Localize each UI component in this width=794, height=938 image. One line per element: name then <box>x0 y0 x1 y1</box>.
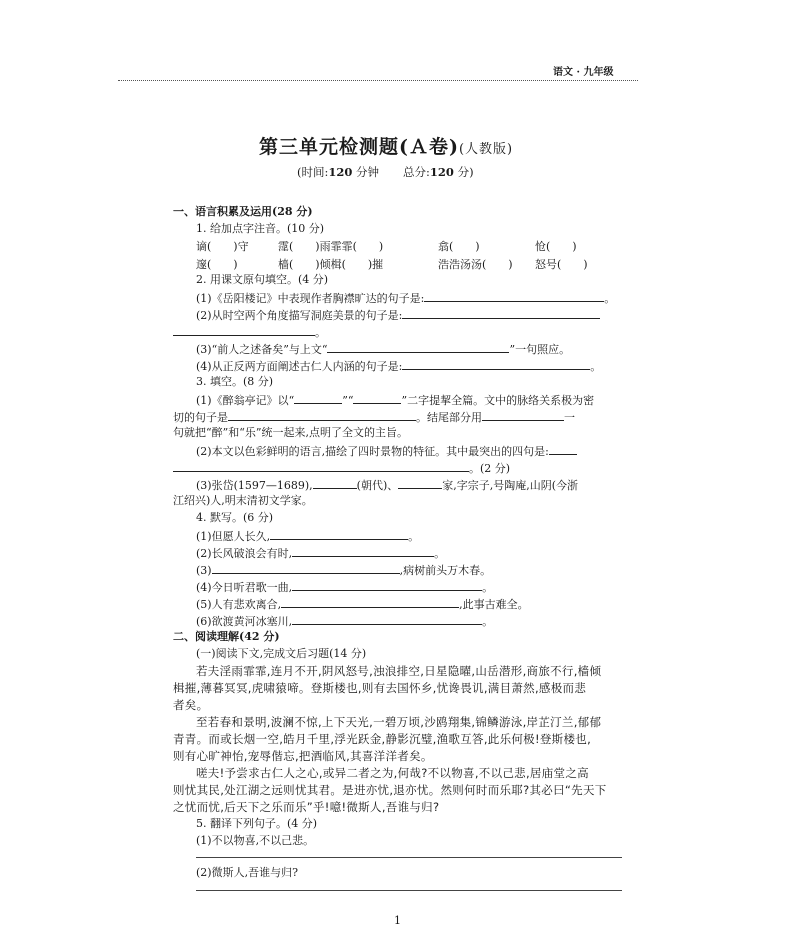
pinyin-item: 浩浩汤汤( ) <box>438 258 513 271</box>
question-5: 5. 翻译下列句子。(4 分) <box>196 817 318 830</box>
question-4-3: (3) ,病树前头万木春。 <box>196 564 492 577</box>
pinyin-item: 邃( ) <box>196 258 238 271</box>
header-divider <box>118 80 638 81</box>
answer-line: 。(2 分) <box>173 460 510 476</box>
question-2-2: (2)从时空两个角度描写洞庭美景的句子是: <box>196 307 600 323</box>
question-2: 2. 用课文原句填空。(4 分) <box>196 273 329 286</box>
section-heading: 二、阅读理解(42 分) <box>173 630 280 643</box>
answer-rule <box>196 857 622 858</box>
question-3: 3. 填空。(8 分) <box>196 375 274 388</box>
passage-line: 楫摧,薄暮冥冥,虎啸猿啼。登斯楼也,则有去国怀乡,忧谗畏讥,满目萧然,感极而悲 <box>173 681 587 695</box>
answer-line: 。 <box>173 324 326 340</box>
question-4-1: (1)但愿人长久, 。 <box>196 530 420 543</box>
question-3-1: (1)《醉翁亭记》以“ ”“ ”二字提挈全篇。文中的脉络关系极为密 <box>196 394 595 407</box>
question-3-2: (2)本文以色彩鲜明的语言,描绘了四时景物的特征。其中最突出的四句是: <box>196 443 577 459</box>
reading-intro: (一)阅读下文,完成文后习题(14 分) <box>196 647 367 660</box>
page-title: 第三单元检测题(Ａ卷)(人教版) <box>259 136 514 158</box>
passage-line: 嗟夫!予尝求古仁人之心,或异二者之为,何哉?不以物喜,不以己悲,居庙堂之高 <box>196 766 589 780</box>
page-number: 1 <box>394 914 401 927</box>
question-2-1: (1)《岳阳楼记》中表现作者胸襟旷达的句子是: 。 <box>196 292 616 305</box>
pinyin-item: 翕( ) <box>438 240 480 253</box>
question-2-4: (4)从正反两方面阐述古仁人内涵的句子是: 。 <box>196 360 602 373</box>
header-subject: 语文 · 九年级 <box>553 67 614 78</box>
exam-meta: (时间:120 分钟 总分:120 分) <box>297 165 474 179</box>
question-3-1-cont: 切的句子是 。结尾部分用 一 <box>173 411 575 424</box>
passage-line: 至若春和景明,波澜不惊,上下天光,一碧万顷,沙鸥翔集,锦鳞游泳,岸芷汀兰,郁郁 <box>196 715 602 729</box>
question-4-5: (5)人有悲欢离合, ,此事古难全。 <box>196 598 529 611</box>
question-3-1-end: 句就把“醉”和“乐”统一起来,点明了全文的主旨。 <box>173 426 408 439</box>
pinyin-item: 谪( )守 <box>196 240 249 253</box>
pinyin-item: 霪( )雨霏霏( ) <box>278 240 384 253</box>
question-4-4: (4)今日听君歌一曲, 。 <box>196 581 494 594</box>
question-3-3-cont: 江绍兴)人,明末清初文学家。 <box>173 494 313 507</box>
passage-line: 则有心旷神怡,宠辱偕忘,把酒临风,其喜洋洋者矣。 <box>173 749 433 763</box>
question-5-2: (2)微斯人,吾谁与归? <box>196 866 298 879</box>
question-4: 4. 默写。(6 分) <box>196 511 274 524</box>
question-2-3: (3)“前人之述备矣”与上文“ ”一句照应。 <box>196 343 571 356</box>
question-4-6: (6)欲渡黄河冰塞川, 。 <box>196 615 494 628</box>
question-4-2: (2)长风破浪会有时, 。 <box>196 547 446 560</box>
passage-line: 青青。而或长烟一空,皓月千里,浮光跃金,静影沉璧,渔歌互答,此乐何极!登斯楼也, <box>173 732 592 746</box>
pinyin-item: 怆( ) <box>535 240 577 253</box>
answer-rule <box>196 890 622 891</box>
passage-line: 者矣。 <box>173 698 209 712</box>
passage-line: 之忧而忧,后天下之乐而乐”乎!噫!微斯人,吾谁与归? <box>173 800 440 814</box>
passage-line: 若夫淫雨霏霏,连月不开,阴风怒号,浊浪排空,日星隐曜,山岳潜形,商旅不行,樯倾 <box>196 664 602 678</box>
question-5-1: (1)不以物喜,不以己悲。 <box>196 834 315 847</box>
section-heading: 一、语言积累及运用(28 分) <box>173 205 313 218</box>
passage-line: 则忧其民,处江湖之远则忧其君。是进亦忧,退亦忧。然则何时而乐耶?其必曰“先天下 <box>173 783 607 797</box>
pinyin-item: 怒号( ) <box>535 258 588 271</box>
pinyin-item: 樯( )倾楫( )摧 <box>278 258 384 271</box>
question-3-3: (3)张岱(1597—1689), (朝代)、 家,字宗子,号陶庵,山阴(今浙 <box>196 479 579 492</box>
question-1: 1. 给加点字注音。(10 分) <box>196 222 325 235</box>
